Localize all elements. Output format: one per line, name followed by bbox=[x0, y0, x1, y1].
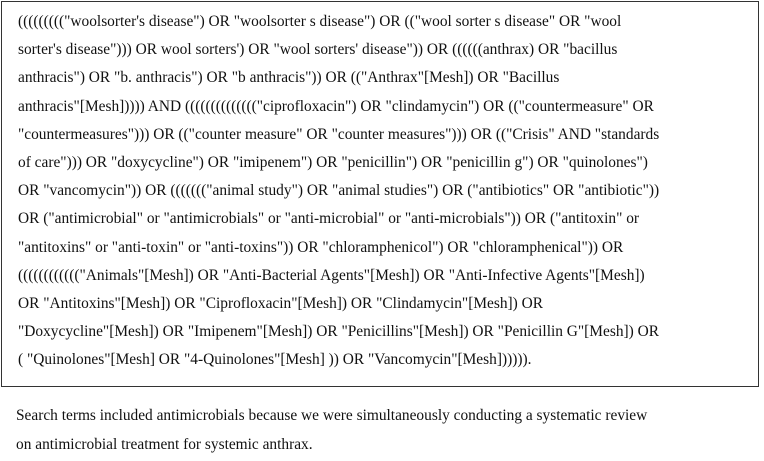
query-line: of care"))) OR "doxycycline") OR "imipenem") OR "penicillin") OR "penicillin g") OR "quinolones") bbox=[18, 153, 648, 171]
query-line: OR ("antimicrobial" or "antimicrobials" or "anti-microbial" or "anti-microbials")) OR ("antitoxin" or bbox=[18, 210, 640, 228]
query-line: anthracis") OR "b. anthracis") OR "b anthracis")) OR (("Anthrax"[Mesh]) OR "Bacillus bbox=[18, 69, 560, 87]
query-line: (((((((((((("Animals"[Mesh]) OR "Anti-Bacterial Agents"[Mesh]) OR "Anti-Infective Agents"[Mesh]) bbox=[18, 266, 645, 284]
query-line: ((((((((("woolsorter's disease") OR "woolsorter s disease") OR (("wool sorter s disease" OR "wool bbox=[18, 13, 622, 30]
query-line: OR "Antitoxins"[Mesh]) OR "Ciprofloxacin"[Mesh]) OR "Clindamycin"[Mesh]) OR bbox=[18, 294, 544, 312]
footnote-line: on antimicrobial treatment for systemic anthrax. bbox=[16, 436, 313, 453]
search-query-box bbox=[1, 1, 759, 387]
footnote bbox=[16, 401, 756, 459]
query-line: anthracis"[Mesh])))) AND (((((((((((((("ciprofloxacin") OR "clindamycin") OR (("countermeasure" OR bbox=[18, 97, 654, 115]
query-line: "Doxycycline"[Mesh]) OR "Imipenem"[Mesh]) OR "Penicillins"[Mesh]) OR "Penicillin G"[Mesh]) OR bbox=[18, 323, 659, 341]
footnote-line: Search terms included antimicrobials because we were simultaneously conducting a systematic review bbox=[16, 407, 648, 424]
query-line: ( "Quinolones"[Mesh] OR "4-Quinolones"[Mesh] )) OR "Vancomycin"[Mesh]))))). bbox=[18, 351, 532, 369]
query-line: OR "vancomycin")) OR ((((((("animal study") OR "animal studies") OR ("antibiotics" OR "antibiotic")) bbox=[18, 182, 660, 200]
query-line: "countermeasures"))) OR (("counter measure" OR "counter measures"))) OR (("Crisis" AND "standards bbox=[18, 125, 660, 143]
query-line: sorter's disease"))) OR wool sorters') OR "wool sorters' disease")) OR ((((((anthrax) OR "bacillus bbox=[18, 41, 618, 59]
query-line: "antitoxins" or "anti-toxin" or "anti-toxins")) OR "chloramphenicol") OR "chloramphenical")) OR bbox=[18, 238, 624, 256]
